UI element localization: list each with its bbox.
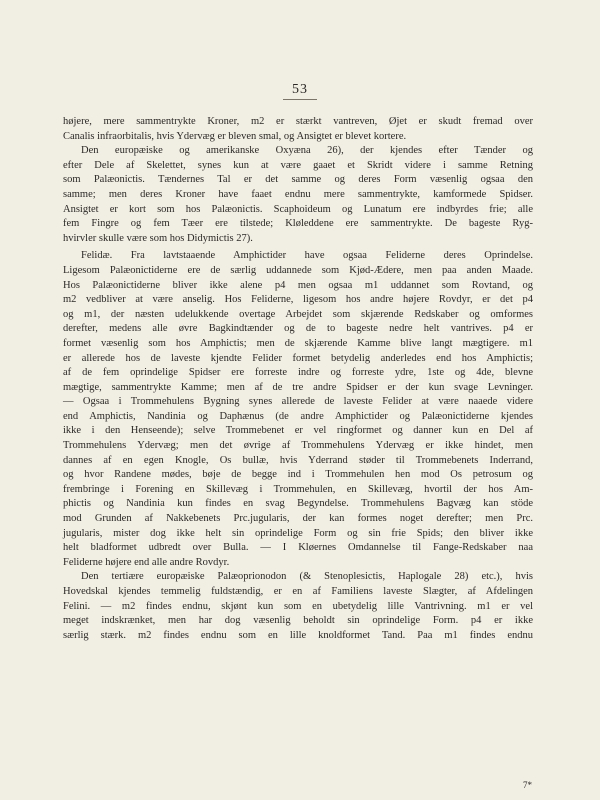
- text-line: Den tertiære europæiske Palæoprionodon (& Stenoplesictis, Haplogale 28) etc.), hvis: [81, 571, 533, 583]
- text-line: helt bladformet udbredt over Bulla. — I Kløernes Omdannelse til Fange-Redskaber naa: [63, 542, 533, 554]
- text-line: frembringe i Forening en Skillevæg i Trommehulen, en Skillevæg, hvortil der hos Am-: [63, 483, 533, 495]
- text-line: phictis og Nandinia kun findes en svag Begyndelse. Trommehulens Bagvæg kan stöde: [63, 498, 533, 510]
- text-line: formet væsenlig som hos Amphictis; men de skjærende Kamme blive langt mægtigere. m1: [63, 337, 533, 349]
- text-line: ikke i den Henseende); selve Trommebenet er vel ringformet og danner kun en Del af: [63, 425, 533, 437]
- text-line: Hos Palæonictiderne bliver ikke alene p4 men ogsaa m1 uddannet som Rovtand, og: [63, 279, 533, 291]
- text-line: højere, mere sammentrykte Kroner, m2 er stærkt vantreven, Øjet er skudt fremad over: [63, 116, 533, 127]
- text-line: samme; men deres Kroner have faaet endnu mere sammentrykte, kamformede Spidser.: [63, 188, 533, 200]
- text-line: jugularis, mister dog ikke helt sin oprindelige Form og sin frie Spids; den bliver ikke: [63, 527, 533, 539]
- text-line: særlig stærk. m2 findes endnu som en lille knoldformet Tand. Paa m1 findes endnu: [63, 629, 533, 641]
- text-line: — Ogsaa i Trommehulens Bygning synes allerede de laveste Felider at være naaede videre: [63, 396, 533, 408]
- text-line: hvirvler skulle være som hos Didymictis 27).: [63, 232, 253, 244]
- text-line: meget indskrænket, men har dog væsenlig beholdt sin oprindelige Form. p4 er ikke: [63, 615, 533, 627]
- text-line: som Palæonictis. Tændernes Tal er det samme og deres Form væsenlig ogsaa den: [63, 174, 533, 186]
- paragraph: [63, 570, 533, 643]
- text-line: Feliderne højere end alle andre Rovdyr.: [63, 556, 230, 568]
- text-line: dannes af en egen Knogle, Os bullæ, hvis Yderrand støder til Trommebenets Inderrand,: [63, 454, 533, 466]
- text-line: er allerede hos de laveste kjendte Felider formet betydelig anderledes end hos Amphictis;: [63, 352, 533, 364]
- text-line: Felini. — m2 findes endnu, skjønt kun som en ubetydelig lille Vantrivning. m1 er vel: [63, 600, 533, 612]
- text-line: Den europæiske og amerikanske Oxyæna 26), der kjendes efter Tænder og: [81, 145, 533, 157]
- paragraph: [63, 115, 533, 144]
- text-line: end Amphictis, Nandinia og Daphænus (de andre Amphictider og Palæonictiderne kjendes: [63, 410, 533, 422]
- text-line: Felidæ. Fra lavtstaaende Amphictider have ogsaa Feliderne deres Oprindelse.: [81, 250, 533, 262]
- text-line: af de fem oprindelige Spidser ere forreste indre og forreste ydre, 1ste og 4de, blevne: [63, 367, 533, 379]
- signature-mark: 7*: [523, 780, 532, 790]
- text-line: derefter, medens alle øvre Bagkindtænder og de to bageste nedre helt vantrives. p4 er: [63, 323, 533, 335]
- text-line: og m1, der næsten udelukkende overtage Arbejdet som skjærende Redskaber og omformes: [63, 308, 533, 320]
- paragraph: [63, 249, 533, 570]
- text-line: fem Fingre og fem Tæer ere tilstede; Kløleddene ere sammentrykte. De bageste Ryg-: [63, 218, 533, 230]
- text-line: Ligesom Palæonictiderne ere de særlig uddannede som Kjød-Ædere, men paa anden Maade.: [63, 264, 533, 276]
- text-line: Hovedskal kjendes temmelig fuldstændig, er en af Familiens laveste Slægter, af Afdelingen: [63, 586, 533, 597]
- body-text: [63, 115, 533, 643]
- text-line: m2 vedbliver at være anselig. Hos Feliderne, ligesom hos andre højere Rovdyr, er det p4: [63, 294, 533, 306]
- text-line: og hvor Randene mødes, bøje de begge ind i Trommehulen hen mod Os petrosum og: [63, 469, 533, 481]
- paragraph: [63, 144, 533, 246]
- page-number: 53: [0, 82, 600, 100]
- text-line: efter Dele af Skelettet, synes kun at være gaaet et Skridt videre i samme Retning: [63, 159, 533, 171]
- text-line: mod Grunden af Nakkebenets Prc.jugularis, der kan formes noget derefter; men Prc.: [63, 513, 533, 525]
- text-line: mægtige, sammentrykte Kamme; men af de tre andre Spidser er der kun svage Levninger.: [63, 381, 533, 393]
- text-line: Trommehulens Ydervæg; men det øvrige af Trommehulens Ydervæg er ikke hindet, men: [63, 440, 533, 452]
- text-line: Canalis infraorbitalis, hvis Ydervæg er bleven smal, og Ansigtet er blevet kortere.: [63, 130, 407, 142]
- text-line: Ansigtet er kort som hos Palæonictis. Scaphoideum og Lunatum ere indbyrdes frie; alle: [63, 203, 533, 215]
